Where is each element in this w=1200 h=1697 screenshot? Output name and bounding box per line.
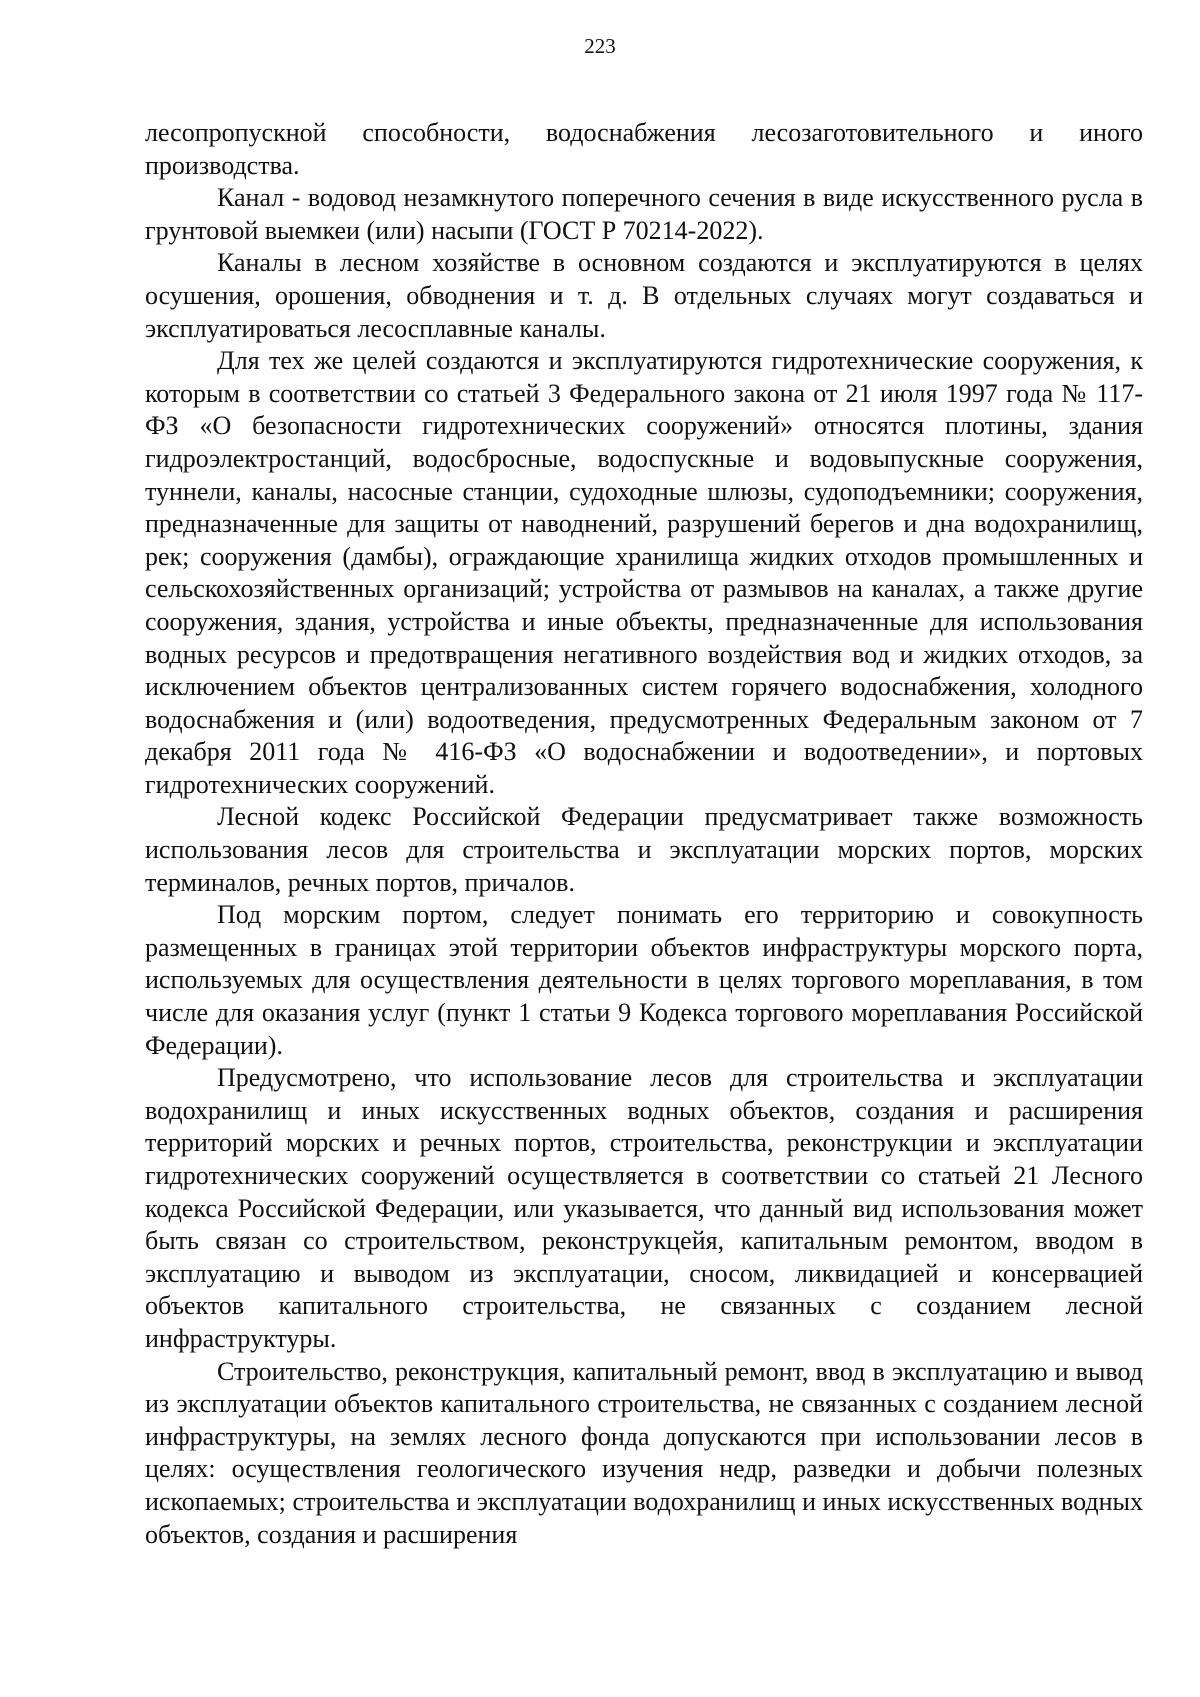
page-number: 223 (584, 34, 616, 58)
paragraph-continuation: лесопропускной способности, водоснабжения лесозаготовительного и иного производства. (145, 118, 1143, 180)
paragraph-sea-port: Под морским портом, следует понимать его территорию и совокупность размещенных в границах этой территории объектов инфраструктуры морского порта, используемых для осуществления деятельности в целях торгового мореплавания, в том числе для оказания услуг (пункт 1 статьи 9 Кодекса торгового мореплавания Российской Федерации). (145, 900, 1143, 1060)
paragraph-canal-definition: Канал - водовод незамкнутого поперечного сечения в виде искусственного русла в грунтовой выемкеи (или) насыпи (ГОСТ Р 70214-2022). (145, 183, 1143, 245)
paragraph-hydraulic-structures: Для тех же целей создаются и эксплуатируются гидротехнические сооружения, к которым в соответствии со статьей 3 Федерального закона от 21 июля 1997 года № 117-ФЗ «О безопасности гидротехнических сооружений» относятся плотины, здания гидроэлектростанций, водосбросные, водоспускные и водовыпускные сооружения, туннели, каналы, насосные станции, судоходные шлюзы, судоподъемники; сооружения, предназначенные для защиты от наводнений, разрушений берегов и дна водохранилищ, рек; сооружения (дамбы), ограждающие хранилища жидких отходов промышленных и сельскохозяйственных организаций; устройства от размывов на каналах, а также другие сооружения, здания, устройства и иные объекты, предназначенные для использования водных ресурсов и предотвращения негативного воздействия вод и жидких отходов, за исключением объектов централизованных систем горячего водоснабжения, холодного водоснабжения и (или) водоотведения, предусмотренных Федеральным законом от 7 декабря 2011 года № 416-ФЗ «О водоснабжении и водоотведении», и портовых гидротехнических сооружений. (145, 346, 1143, 799)
paragraph-forestry-canals: Каналы в лесном хозяйстве в основном создаются и эксплуатируются в целях осушения, орошения, обводнения и т. д. В отдельных случаях могут создаваться и эксплуатироваться лесосплавные каналы. (145, 248, 1143, 343)
paragraph-article-21: Предусмотрено, что использование лесов для строительства и эксплуатации водохранилищ и иных искусственных водных объектов, создания и расширения территорий морских и речных портов, строительства, реконструкции и эксплуатации гидротехнических сооружений осуществляется в соответствии со статьей 21 Лесного кодекса Российской Федерации, или указывается, что данный вид использования может быть связан со строительством, реконструкцейя, капитальным ремонтом, вводом в эксплуатацию и выводом из эксплуатации, сносом, ликвидацией и консервацией объектов капитального строительства, не связанных с созданием лесной инфраструктуры. (145, 1063, 1143, 1353)
document-body (145, 117, 1143, 1551)
paragraph-construction: Строительство, реконструкция, капитальный ремонт, ввод в эксплуатацию и вывод из эксплуатации объектов капитального строительства, не связанных с созданием лесной инфраструктуры, на землях лесного фонда допускаются при использовании лесов в целях: осуществления геологического изучения недр, разведки и добычи полезных ископаемых; строительства и эксплуатации водохранилищ и иных искусственных водных объектов, создания и расширения (145, 1356, 1143, 1549)
paragraph-forest-code-ports: Лесной кодекс Российской Федерации предусматривает также возможность использования лесов для строительства и эксплуатации морских портов, морских терминалов, речных портов, причалов. (145, 802, 1143, 897)
